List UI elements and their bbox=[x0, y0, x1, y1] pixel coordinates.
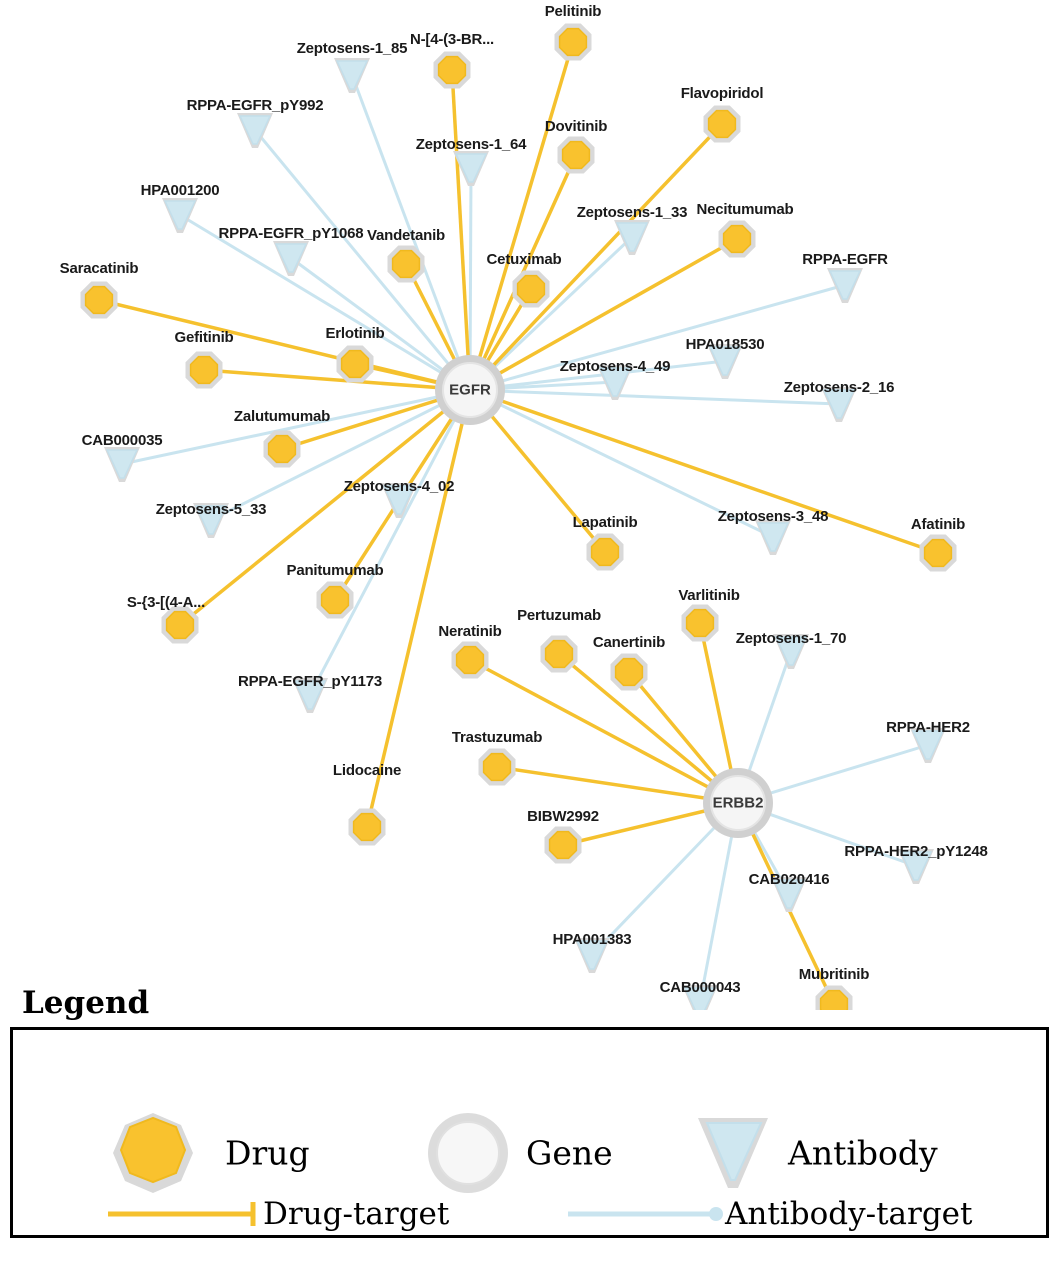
antibody-node[interactable] bbox=[104, 447, 140, 482]
gene-label: EGFR bbox=[449, 381, 491, 399]
antibody-label: Zeptosens-2_16 bbox=[783, 379, 895, 396]
antibody-label: HPA001200 bbox=[140, 182, 220, 199]
drug-node[interactable] bbox=[264, 431, 301, 468]
drug-label: Afatinib bbox=[910, 516, 966, 533]
drug-label: Zalutumumab bbox=[233, 408, 331, 425]
antibody-node[interactable] bbox=[273, 241, 309, 276]
drug-glyph bbox=[457, 647, 484, 674]
legend-drug-edge bbox=[108, 1202, 253, 1226]
drug-glyph bbox=[518, 276, 545, 303]
drug-label: Lidocaine bbox=[332, 762, 402, 779]
antibody-label: RPPA-EGFR_pY992 bbox=[186, 97, 324, 114]
legend bbox=[0, 985, 1059, 1238]
antibody-edge bbox=[310, 390, 470, 695]
antibody-label: RPPA-EGFR_pY1173 bbox=[237, 673, 383, 690]
drug-glyph bbox=[709, 111, 736, 138]
drug-label: BIBW2992 bbox=[527, 808, 599, 825]
drug-label: Cetuximab bbox=[486, 251, 562, 268]
antibody-node[interactable] bbox=[334, 58, 370, 93]
drug-node[interactable] bbox=[388, 246, 425, 283]
drug-node[interactable] bbox=[162, 607, 199, 644]
drug-glyph bbox=[191, 357, 218, 384]
drug-node[interactable] bbox=[920, 535, 957, 572]
drug-node[interactable] bbox=[541, 636, 578, 673]
drug-node[interactable] bbox=[587, 534, 624, 571]
drug-label: Vandetanib bbox=[366, 227, 446, 244]
legend-label-gene: Gene bbox=[526, 1133, 613, 1173]
drug-glyph bbox=[322, 587, 349, 614]
antibody-label: CAB000035 bbox=[81, 432, 163, 449]
drug-label: Varlitinib bbox=[678, 587, 740, 604]
antibody-label: CAB000043 bbox=[659, 979, 741, 996]
antibody-node[interactable] bbox=[827, 268, 863, 303]
antibody-node[interactable] bbox=[755, 520, 791, 555]
drug-glyph bbox=[560, 29, 587, 56]
legend-label-antibody: Antibody bbox=[788, 1133, 938, 1173]
drug-node[interactable] bbox=[545, 827, 582, 864]
drug-glyph bbox=[439, 57, 466, 84]
drug-glyph bbox=[342, 351, 369, 378]
drug-glyph bbox=[393, 251, 420, 278]
drug-label: Pertuzumab bbox=[517, 607, 601, 624]
legend-gene-icon bbox=[428, 1113, 508, 1193]
antibody-node[interactable] bbox=[237, 113, 273, 148]
antibody-node[interactable] bbox=[162, 198, 198, 233]
drug-glyph bbox=[354, 814, 381, 841]
legend-label-drug: Drug bbox=[225, 1133, 310, 1173]
drug-label: Panitumumab bbox=[286, 562, 384, 579]
drug-node[interactable] bbox=[513, 271, 550, 308]
drug-label: S-{3-[(4-A... bbox=[126, 594, 206, 611]
drug-label: Flavopiridol bbox=[680, 85, 764, 102]
drug-glyph bbox=[724, 226, 751, 253]
antibody-label: RPPA-EGFR bbox=[802, 251, 888, 268]
drug-glyph bbox=[616, 659, 643, 686]
drug-label: Pelitinib bbox=[544, 3, 602, 20]
drug-label: Necitumumab bbox=[696, 201, 794, 218]
drug-label: Dovitinib bbox=[544, 118, 608, 135]
antibody-label: Zeptosens-4_02 bbox=[343, 478, 455, 495]
legend-drug-icon bbox=[113, 1113, 193, 1193]
drug-glyph bbox=[687, 610, 714, 637]
drug-node[interactable] bbox=[682, 605, 719, 642]
drug-label: Trastuzumab bbox=[451, 729, 543, 746]
drug-glyph bbox=[592, 539, 619, 566]
drug-label: Canertinib bbox=[592, 634, 666, 651]
drug-glyph bbox=[269, 436, 296, 463]
drug-glyph bbox=[550, 832, 577, 859]
antibody-label: Zeptosens-5_33 bbox=[155, 501, 267, 518]
drug-glyph bbox=[925, 540, 952, 567]
drug-node[interactable] bbox=[719, 221, 756, 258]
legend-box bbox=[10, 1027, 1049, 1238]
antibody-label: RPPA-EGFR_pY1068 bbox=[218, 225, 364, 242]
drug-label: Lapatinib bbox=[572, 514, 638, 531]
antibody-label: HPA018530 bbox=[685, 336, 765, 353]
antibody-label: Zeptosens-1_85 bbox=[296, 40, 408, 57]
drug-node[interactable] bbox=[349, 809, 386, 846]
antibody-label: Zeptosens-3_48 bbox=[717, 508, 829, 525]
drug-glyph bbox=[563, 142, 590, 169]
antibody-label: Zeptosens-1_70 bbox=[735, 630, 847, 647]
antibody-label: HPA001383 bbox=[552, 931, 632, 948]
drug-edge bbox=[452, 70, 470, 390]
antibody-label: Zeptosens-4_49 bbox=[559, 358, 671, 375]
legend-antibody-edge bbox=[568, 1207, 723, 1221]
antibody-label: CAB020416 bbox=[748, 871, 830, 888]
drug-node[interactable] bbox=[434, 52, 471, 89]
legend-title: Legend bbox=[22, 985, 150, 1021]
legend-label-drug-target: Drug-target bbox=[263, 1196, 450, 1232]
drug-node[interactable] bbox=[704, 106, 741, 143]
drug-glyph bbox=[86, 287, 113, 314]
drug-node[interactable] bbox=[558, 137, 595, 174]
antibody-label: Zeptosens-1_64 bbox=[415, 136, 527, 153]
gene-label: ERBB2 bbox=[712, 794, 764, 812]
drug-node[interactable] bbox=[611, 654, 648, 691]
drug-node[interactable] bbox=[452, 642, 489, 679]
drug-node[interactable] bbox=[81, 282, 118, 319]
drug-label: Neratinib bbox=[438, 623, 502, 640]
drug-node[interactable] bbox=[479, 749, 516, 786]
antibody-label: RPPA-HER2 bbox=[886, 719, 970, 736]
drug-label: N-[4-(3-BR... bbox=[409, 31, 495, 48]
drug-label: Mubritinib bbox=[798, 966, 870, 983]
drug-glyph bbox=[484, 754, 511, 781]
drug-edge bbox=[470, 390, 938, 553]
antibody-label: RPPA-HER2_pY1248 bbox=[844, 843, 988, 860]
antibody-label: Zeptosens-1_33 bbox=[576, 204, 688, 221]
drug-glyph bbox=[546, 641, 573, 668]
drug-node[interactable] bbox=[186, 352, 223, 389]
drug-label: Saracatinib bbox=[59, 260, 139, 277]
legend-antibody-icon bbox=[698, 1118, 768, 1188]
drug-node[interactable] bbox=[337, 346, 374, 383]
drug-node[interactable] bbox=[555, 24, 592, 61]
drug-glyph bbox=[167, 612, 194, 639]
drug-node[interactable] bbox=[317, 582, 354, 619]
drug-label: Erlotinib bbox=[325, 325, 385, 342]
drug-label: Gefitinib bbox=[174, 329, 234, 346]
legend-label-antibody-target: Antibody-target bbox=[725, 1196, 973, 1232]
